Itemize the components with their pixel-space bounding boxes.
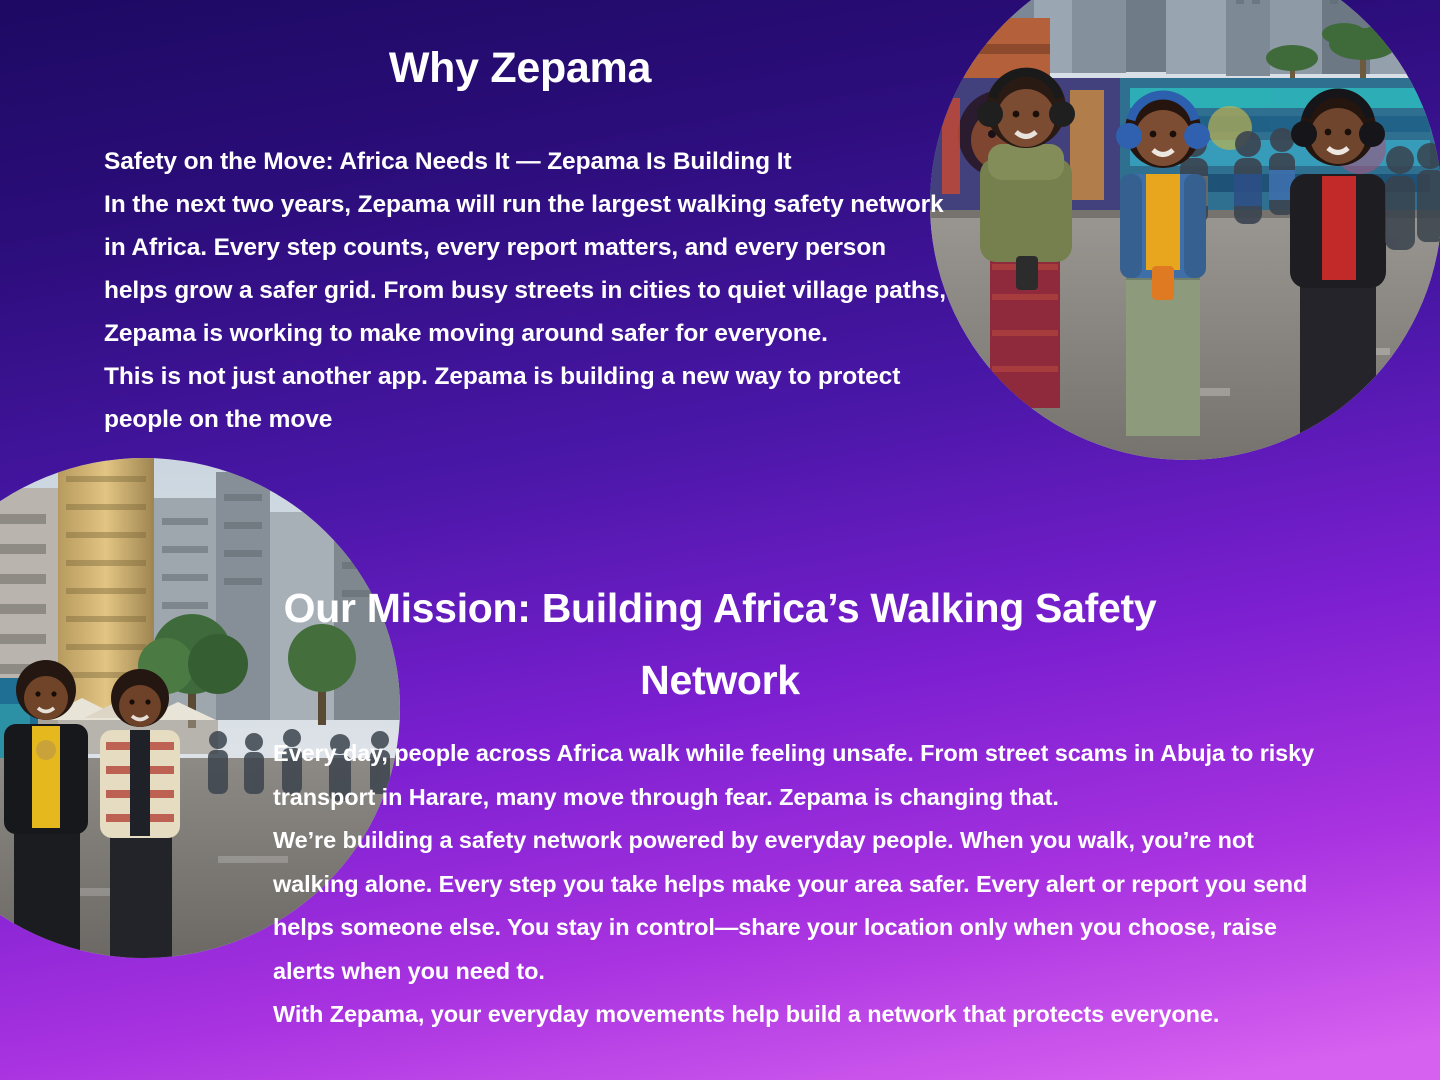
section-two-title: Our Mission: Building Africa’s Walking Safety Network — [283, 585, 1157, 703]
section-one-paragraph-1: Safety on the Move: Africa Needs It — Zepama Is Building It — [104, 148, 792, 175]
section-two-paragraph-1: Every day, people across Africa walk while feeling unsafe. From street scams in Abuja to risky transport in Harare, many move through fear. Zepama is changing that. — [273, 740, 1315, 810]
section-one-title: Why Zepama — [388, 44, 652, 92]
section-two-paragraph-2: We’re building a safety network powered by everyday people. When you walk, you’re not walking alone. Every step you take helps make your area safer. Every alert or report you send helps someone else. You stay in control—share your location only when you choose, raise alerts when you need to. — [273, 827, 1308, 984]
section-one-body — [104, 140, 949, 441]
section-one-paragraph-2: In the next two years, Zepama will run the largest walking safety network in Africa. Every step counts, every report matters, and every person helps grow a safer grid. From busy streets in cities to quiet village paths, Zepama is working to make moving around safer for everyone. — [104, 191, 946, 347]
section-one-paragraph-3: This is not just another app. Zepama is building a new way to protect people on the move — [104, 363, 901, 433]
section-two-body — [273, 732, 1335, 1037]
photo-city-street-walkers-headphones — [930, 0, 1440, 460]
section-two-paragraph-3: With Zepama, your everyday movements help build a network that protects everyone. — [273, 1001, 1220, 1027]
